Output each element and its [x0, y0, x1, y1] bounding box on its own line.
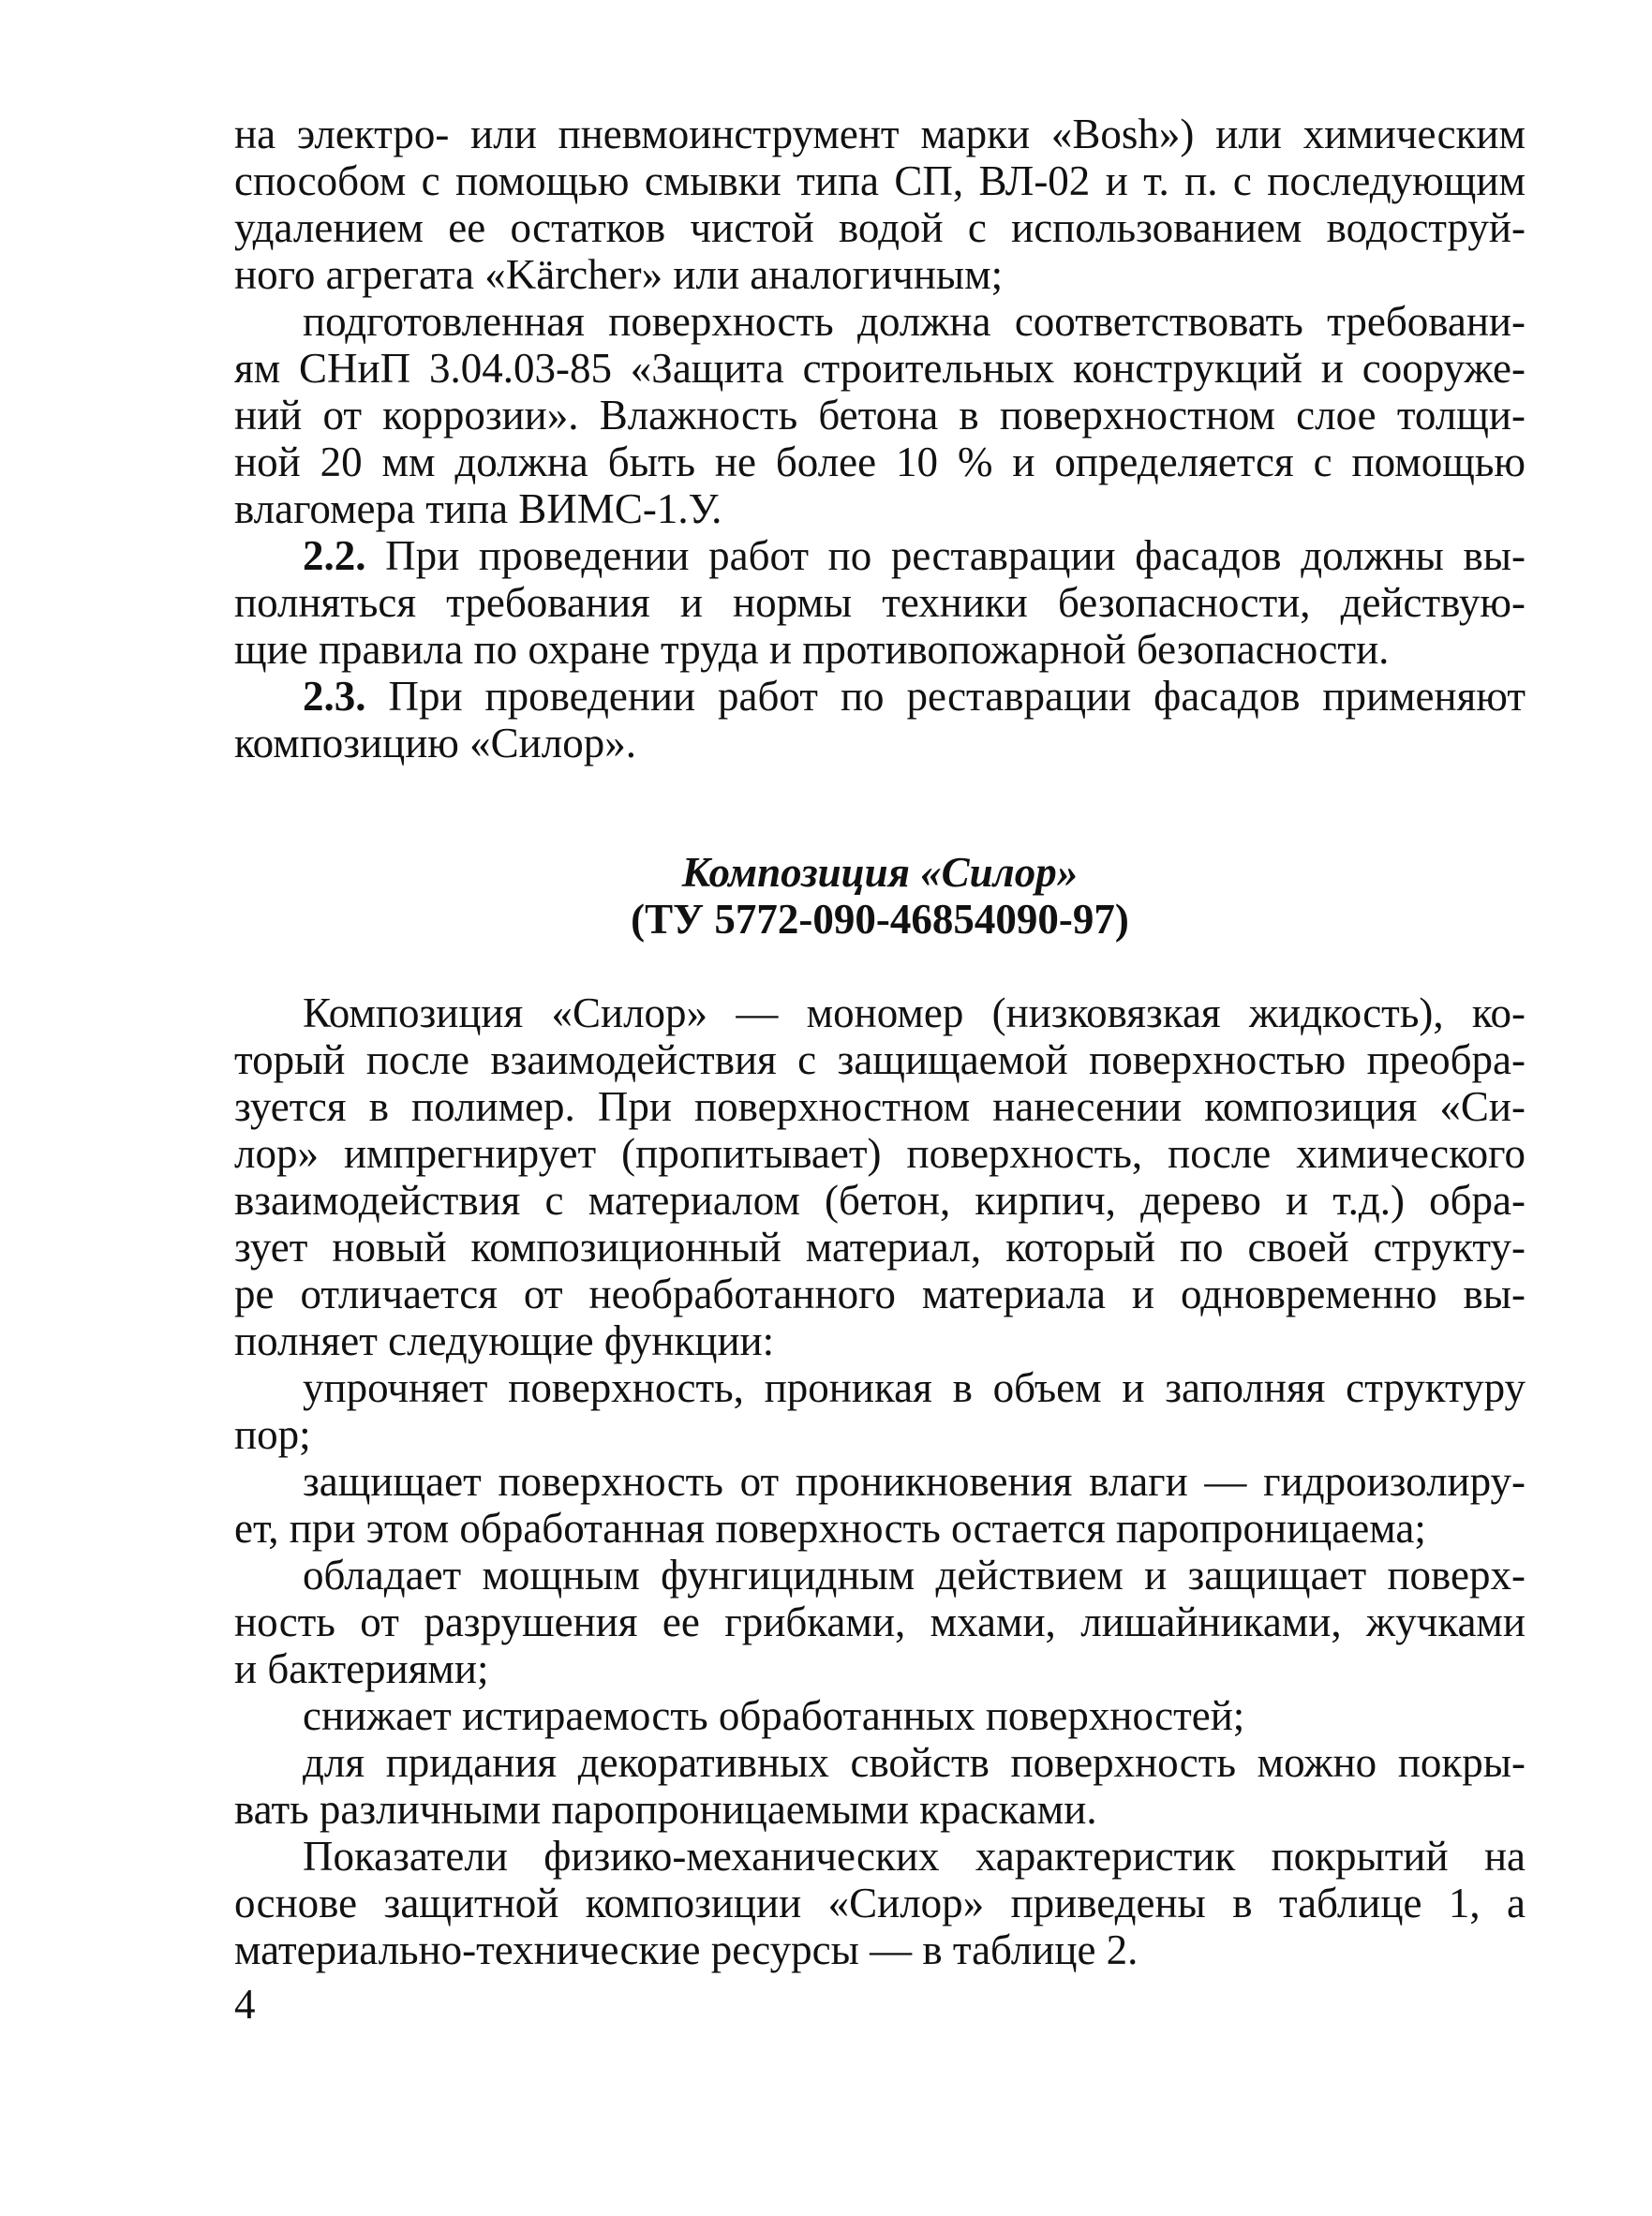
text-line: удалением ее остатков чистой водой с использованием водоструй-	[234, 204, 1525, 251]
body-line: материально-технические ресурсы — в таблице 2.	[234, 1926, 1139, 1973]
text-line: влагомера типа ВИМС-1.У.	[234, 485, 722, 532]
body-line: взаимодействия с материалом (бетон, кирпич, дерево и т.д.) обра-	[234, 1177, 1525, 1224]
text-line: ний от коррозии». Влажность бетона в поверхностном слое толщи-	[234, 392, 1525, 439]
list-line: ет, при этом обработанная поверхность остается паропроницаема;	[234, 1505, 1426, 1552]
text-line: способом с помощью смывки типа СП, ВЛ-02 и т. п. с последующим	[234, 157, 1525, 204]
text-line: подготовленная поверхность должна соответствовать требовани-	[303, 298, 1525, 345]
body-line: Композиция «Силор» — мономер (низковязкая жидкость), ко-	[303, 989, 1525, 1036]
text-line: щие правила по охране труда и противопожарной безопасности.	[234, 626, 1390, 673]
text-line: ной 20 мм должна быть не более 10 % и определяется с помощью	[234, 439, 1525, 485]
list-line: пор;	[234, 1411, 311, 1458]
section-2-3-line	[234, 673, 1525, 720]
section-number: 2.2.	[303, 532, 366, 579]
text-line: ям СНиП 3.04.03-85 «Защита строительных конструкций и сооруже-	[234, 345, 1525, 392]
list-line: ность от разрушения ее грибками, мхами, лишайниками, жучками	[234, 1599, 1525, 1645]
list-line: и бактериями;	[234, 1645, 489, 1692]
section-text: При проведении работ по реставрации фасадов должны вы-	[365, 532, 1525, 579]
section-spacer	[234, 766, 1525, 849]
text-line: на электро- или пневмоинструмент марки «Bosh») или химическим	[234, 111, 1525, 157]
body-line: зует новый композиционный материал, который по своей структу-	[234, 1224, 1525, 1271]
body-line: Показатели физико-механических характеристик покрытий на	[303, 1833, 1525, 1880]
body-line: лор» импрегнирует (пропитывает) поверхность, после химического	[234, 1130, 1525, 1177]
heading-title: Композиция «Силор»	[681, 849, 1079, 896]
list-line: вать различными паропроницаемыми красками.	[234, 1786, 1097, 1833]
section-text: При проведении работ по реставрации фасадов применяют	[365, 673, 1525, 720]
page-content	[234, 111, 1525, 1973]
section-2-2-line	[234, 532, 1525, 579]
section-number: 2.3.	[303, 673, 366, 720]
heading-subtitle: (ТУ 5772-090-46854090-97)	[631, 896, 1129, 943]
body-line: торый после взаимодействия с защищаемой поверхностью преобра-	[234, 1036, 1525, 1083]
list-line: упрочняет поверхность, проникая в объем и заполняя структуру	[303, 1364, 1525, 1411]
list-line: обладает мощным фунгицидным действием и защищает поверх-	[303, 1552, 1525, 1599]
body-line: основе защитной композиции «Силор» приведены в таблице 1, а	[234, 1880, 1525, 1926]
text-line: ного агрегата «Kärcher» или аналогичным;	[234, 251, 1004, 298]
body-line: ре отличается от необработанного материала и одновременно вы-	[234, 1271, 1525, 1317]
heading-spacer	[234, 943, 1525, 989]
page-number: 4	[234, 1981, 256, 2028]
text-line: композицию «Силор».	[234, 720, 636, 766]
text-line: полняться требования и нормы техники безопасности, действую-	[234, 579, 1525, 626]
list-line: снижает истираемость обработанных поверхностей;	[303, 1692, 1245, 1739]
list-line: защищает поверхность от проникновения влаги — гидроизолиру-	[303, 1458, 1525, 1505]
body-line: зуется в полимер. При поверхностном нанесении композиция «Си-	[234, 1083, 1525, 1130]
body-line: полняет следующие функции:	[234, 1317, 775, 1364]
list-line: для придания декоративных свойств поверхность можно покры-	[303, 1739, 1525, 1786]
